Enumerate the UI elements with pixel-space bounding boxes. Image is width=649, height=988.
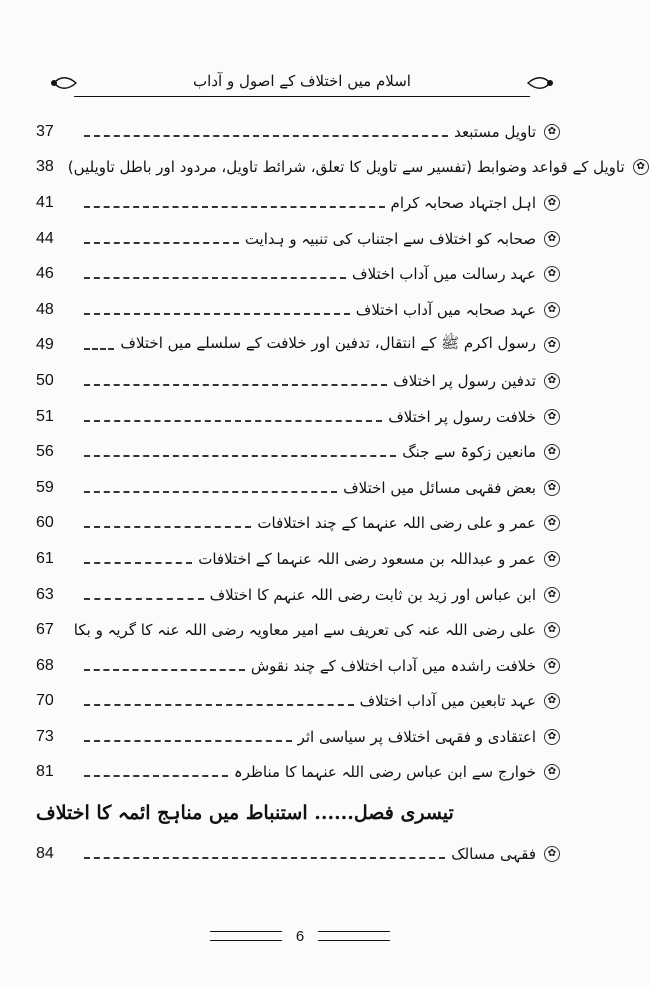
flower-bullet-icon: ✿ [544,302,560,318]
leader-dashes [84,277,346,279]
toc-page-number: 49 [36,336,54,354]
toc-entry [36,506,560,542]
toc-entry-title: تدفین رسول پر اختلاف [393,371,536,390]
toc-page-number: 50 [36,371,54,389]
toc-page-number: 59 [36,478,54,496]
flower-bullet-icon: ✿ [544,231,560,247]
flower-bullet-icon: ✿ [544,515,560,531]
toc-entry [36,755,560,791]
leader-dashes [84,598,204,600]
flower-bullet-icon: ✿ [544,124,560,140]
flower-bullet-icon: ✿ [544,337,560,353]
header-title: اسلام میں اختلاف کے اصول و آداب [193,72,411,90]
toc-entry [36,114,560,150]
leader-dashes [84,775,228,777]
toc-page-number: 56 [36,443,54,461]
toc-entry [36,363,560,399]
toc-entry [36,719,560,755]
leader-dashes [84,526,251,528]
toc-page-number: 61 [36,549,54,567]
toc-entry-title: رسول اکرم ﷺ کے انتقال، تدفین اور خلافت کے سلسلے میں اختلاف [120,334,536,353]
toc-entry [36,221,560,257]
leader-dashes [84,313,350,315]
header-rule [74,96,530,97]
flower-bullet-icon: ✿ [544,444,560,460]
footer-rule-left [210,931,282,941]
toc-page-number: 60 [36,514,54,532]
flower-bullet-icon: ✿ [633,159,649,175]
toc-page-number: 41 [36,193,54,211]
ornament-right-icon [526,68,556,98]
leader-dashes [84,491,337,493]
flower-bullet-icon: ✿ [544,409,560,425]
toc-entry [36,399,560,435]
toc-entry-title: اعتقادی و فقہی اختلاف پر سیاسی اثر [297,727,536,746]
toc-entry-title: اہل اجتہاد صحابہ کرام [390,193,536,212]
running-header [48,66,556,106]
toc-entry-title: صحابہ کو اختلاف سے اجتناب کی تنبیہ و ہدایت [244,229,536,248]
flower-bullet-icon: ✿ [544,587,560,603]
flower-bullet-icon: ✿ [544,764,560,780]
leader-dashes [84,740,292,742]
toc-page-number: 44 [36,229,54,247]
toc-entry [36,648,560,684]
toc-page-number: 67 [36,621,54,639]
toc-page-number: 70 [36,692,54,710]
toc-page-number: 51 [36,407,54,425]
toc-page-number: 73 [36,727,54,745]
toc-entry-title: بعض فقہی مسائل میں اختلاف [343,478,536,497]
leader-dashes [84,348,114,350]
flower-bullet-icon: ✿ [544,266,560,282]
leader-dashes [84,420,382,422]
toc-page-number: 63 [36,585,54,603]
flower-bullet-icon: ✿ [544,373,560,389]
toc-entry [36,684,560,720]
flower-bullet-icon: ✿ [544,729,560,745]
page-number: 6 [295,927,305,945]
toc-entry-title: خلافت رسول پر اختلاف [388,407,536,426]
toc-entry [36,434,560,470]
toc-entry [36,150,645,186]
flower-bullet-icon: ✿ [544,658,560,674]
toc-entry-title: ابن عباس اور زید بن ثابت رضی اللہ عنہم کا اختلاف [209,585,536,604]
flower-bullet-icon: ✿ [544,551,560,567]
toc-entry-title: عمر و علی رضی اللہ عنہما کے چند اختلافات [257,514,536,533]
leader-dashes [84,384,387,386]
flower-bullet-icon: ✿ [544,846,560,862]
leader-dashes [84,206,385,208]
table-of-contents [36,114,645,872]
toc-page-number: 84 [36,845,54,863]
leader-dashes [84,562,192,564]
section-heading: تیسری فصل...... استنباط میں مناہج ائمہ کا اختلاف [36,802,454,825]
toc-page-number: 46 [36,265,54,283]
toc-entry [36,185,560,221]
toc-entry [36,836,560,872]
toc-entry-title: خلافت راشدہ میں آداب اختلاف کے چند نقوش [250,656,536,675]
leader-dashes [84,669,245,671]
toc-entry-title: مانعین زکوۃ سے جنگ [402,443,536,462]
toc-entry-title: فقہی مسالک [451,845,536,864]
toc-entry-title: عمر و عبداللہ بن مسعود رضی اللہ عنہما کے اختلافات [198,549,536,568]
toc-entry-title: تاویل مستبعد [454,122,536,141]
flower-bullet-icon: ✿ [544,195,560,211]
toc-entry [36,612,560,648]
leader-dashes [84,857,445,859]
toc-page-number: 81 [36,763,54,781]
toc-entry [36,470,560,506]
toc-page-number: 68 [36,656,54,674]
toc-entry-title: علی رضی اللہ عنہ کی تعریف سے امیر معاویہ رضی اللہ عنہ کا گریہ و بکا [73,621,536,640]
leader-dashes [84,704,354,706]
toc-entry [36,577,560,613]
flower-bullet-icon: ✿ [544,622,560,638]
flower-bullet-icon: ✿ [544,480,560,496]
toc-entry [36,541,560,577]
toc-entry [36,328,560,364]
leader-dashes [84,242,239,244]
toc-entry [36,292,560,328]
toc-page-number: 38 [36,158,54,176]
toc-entry-title: خوارج سے ابن عباس رضی اللہ عنہما کا مناظرہ [233,763,536,782]
toc-entry-title: عہد تابعین میں آداب اختلاف [359,692,536,711]
leader-dashes [84,455,396,457]
toc-page-number: 48 [36,300,54,318]
toc-entry-title: عہد رسالت میں آداب اختلاف [352,265,536,284]
page-footer [0,924,600,948]
toc-entry-title: عہد صحابہ میں آداب اختلاف [355,300,536,319]
toc-page-number: 37 [36,122,54,140]
toc-entry-title: تاویل کے قواعد وضوابط (تفسیر سے تاویل کا تعلق، شرائط تاویل، مردود اور باطل تاویلیں) [67,158,625,177]
flower-bullet-icon: ✿ [544,693,560,709]
leader-dashes [84,135,448,137]
toc-entry [36,256,560,292]
footer-rule-right [318,931,390,941]
